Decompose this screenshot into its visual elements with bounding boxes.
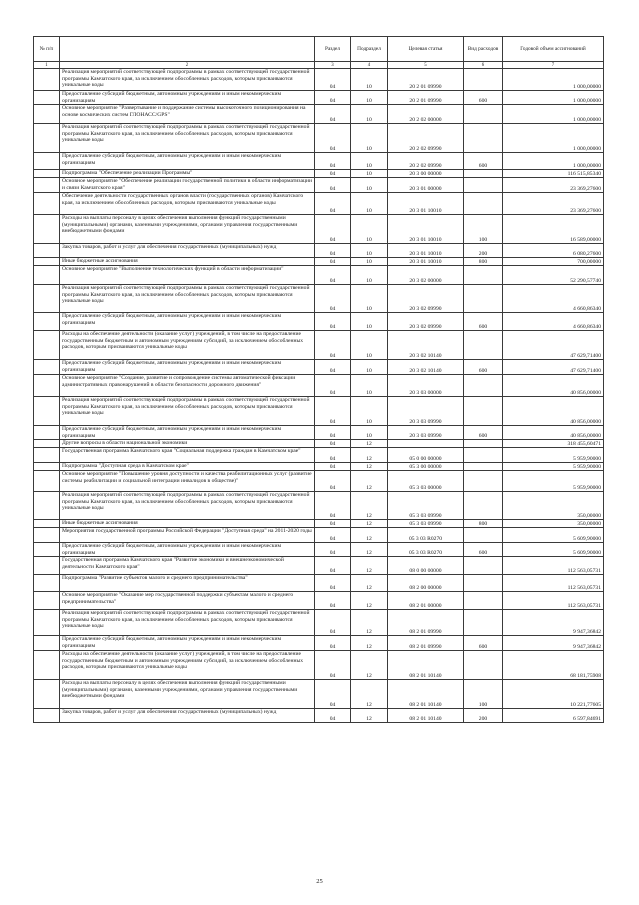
row-subsection-cell: 12 bbox=[351, 471, 388, 492]
row-section-cell: 04 bbox=[315, 193, 351, 215]
row-name-cell: Расходы на выплаты персоналу в целях обеспечения выполнения функций государственными (муниципальными) органами, казенными учреждениями, органами управления государственными внебюджетными фондами bbox=[60, 215, 315, 244]
row-name-cell: Предоставление субсидий бюджетным, автономным учреждениям и иным некоммерческим организациям bbox=[60, 636, 315, 651]
row-name-cell: Иные бюджетные ассигнования bbox=[60, 258, 315, 266]
row-expense-cell bbox=[464, 178, 503, 193]
row-subsection-cell: 10 bbox=[351, 426, 388, 440]
column-number-row bbox=[34, 62, 604, 69]
row-number-cell bbox=[34, 193, 60, 215]
row-number-cell bbox=[34, 636, 60, 651]
row-name-cell: Расходы на обеспечение деятельности (оказание услуг) учреждений, в том числе на предоставление государственным бюджетным и автономным учреждениям субсидий, за исключением обособленных расходов, которым присваиваются уникальные коды bbox=[60, 331, 315, 360]
row-subsection-cell: 12 bbox=[351, 448, 388, 463]
row-section-cell: 04 bbox=[315, 592, 351, 610]
row-expense-cell bbox=[464, 448, 503, 463]
row-subsection-cell: 10 bbox=[351, 285, 388, 313]
row-name-cell: Предоставление субсидий бюджетным, автономным учреждениям и иным некоммерческим организациям bbox=[60, 153, 315, 170]
row-subsection-cell: 10 bbox=[351, 244, 388, 258]
row-expense-cell bbox=[464, 331, 503, 360]
row-subsection-cell: 12 bbox=[351, 528, 388, 543]
row-expense-cell: 600 bbox=[464, 91, 503, 105]
row-amount-cell: 10 221,77605 bbox=[503, 680, 604, 709]
row-subsection-cell: 10 bbox=[351, 375, 388, 397]
row-expense-cell bbox=[464, 492, 503, 520]
row-section-cell: 04 bbox=[315, 360, 351, 375]
row-target-cell: 20 3 02 10140 bbox=[388, 331, 464, 360]
row-name-cell: Реализация мероприятий соответствующей подпрограммы в рамках соответствующей государственной программы Камчатского края, за исключением обособленных расходов, которым присваиваются уникальные коды bbox=[60, 69, 315, 91]
row-amount-cell: 350,00000 bbox=[503, 520, 604, 528]
row-section-cell: 04 bbox=[315, 331, 351, 360]
row-number-cell bbox=[34, 520, 60, 528]
row-target-cell: 08 2 01 00000 bbox=[388, 592, 464, 610]
row-amount-cell: 23 369,27600 bbox=[503, 193, 604, 215]
row-amount-cell: 47 629,71400 bbox=[503, 360, 604, 375]
row-target-cell: 08 2 01 09990 bbox=[388, 610, 464, 636]
row-name-cell: Основное мероприятие "Развертывание и поддержание системы высокоточного позиционирования на основе космических систем ГЛОНАСС/GPS" bbox=[60, 105, 315, 124]
table-row bbox=[34, 592, 604, 610]
row-section-cell: 04 bbox=[315, 440, 351, 448]
row-name-cell: Предоставление субсидий бюджетным, автономным учреждениям и иным некоммерческим организациям bbox=[60, 426, 315, 440]
row-expense-cell: 100 bbox=[464, 680, 503, 709]
row-amount-cell: 112 563,05731 bbox=[503, 557, 604, 575]
row-expense-cell bbox=[464, 397, 503, 426]
row-amount-cell: 4 660,86340 bbox=[503, 313, 604, 331]
row-name-cell: Реализация мероприятий соответствующей подпрограммы в рамках соответствующей государственной программы Камчатского края, за исключением обособленных расходов, которым присваиваются уникальные коды bbox=[60, 397, 315, 426]
row-section-cell: 04 bbox=[315, 313, 351, 331]
row-name-cell: Расходы на выплаты персоналу в целях обеспечения выполнения функций государственными (муниципальными) органами, казенными учреждениями, органами управления государственными внебюджетными фондами bbox=[60, 680, 315, 709]
row-number-cell bbox=[34, 153, 60, 170]
row-amount-cell: 1 000,00000 bbox=[503, 105, 604, 124]
row-section-cell: 04 bbox=[315, 543, 351, 557]
table-row bbox=[34, 153, 604, 170]
row-name-cell: Подпрограмма "Обеспечение реализации Программы" bbox=[60, 170, 315, 178]
table-row bbox=[34, 215, 604, 244]
row-name-cell: Основное мероприятие "Выполнение технологических функций в области информатизации" bbox=[60, 266, 315, 285]
row-name-cell: Реализация мероприятий соответствующей подпрограммы в рамках соответствующей государственной программы Камчатского края, за исключением обособленных расходов, которым присваиваются уникальные коды bbox=[60, 124, 315, 153]
row-section-cell: 04 bbox=[315, 448, 351, 463]
row-target-cell: 20 3 03 09990 bbox=[388, 397, 464, 426]
row-expense-cell bbox=[464, 170, 503, 178]
row-section-cell: 04 bbox=[315, 520, 351, 528]
row-expense-cell: 800 bbox=[464, 258, 503, 266]
row-number-cell bbox=[34, 528, 60, 543]
row-number-cell bbox=[34, 313, 60, 331]
row-target-cell: 20 3 00 00000 bbox=[388, 170, 464, 178]
table-row bbox=[34, 448, 604, 463]
row-section-cell: 04 bbox=[315, 266, 351, 285]
row-amount-cell: 5 609,90000 bbox=[503, 528, 604, 543]
row-target-cell: 20 2 02 09990 bbox=[388, 153, 464, 170]
row-subsection-cell: 10 bbox=[351, 258, 388, 266]
row-amount-cell: 318 455,60471 bbox=[503, 440, 604, 448]
row-name-cell: Предоставление субсидий бюджетным, автономным учреждениям и иным некоммерческим организациям bbox=[60, 360, 315, 375]
row-number-cell bbox=[34, 285, 60, 313]
row-section-cell: 04 bbox=[315, 69, 351, 91]
row-subsection-cell: 12 bbox=[351, 440, 388, 448]
row-section-cell: 04 bbox=[315, 680, 351, 709]
row-name-cell: Основное мероприятие "Повышение уровня доступности и качества реабилитационных услуг (развитие системы реабилитации и социальной интеграции инвалидов в обществе)" bbox=[60, 471, 315, 492]
row-name-cell: Мероприятия государственной программы Российской Федерации "Доступная среда" на 2011-2020 годы bbox=[60, 528, 315, 543]
row-target-cell: 08 2 00 00000 bbox=[388, 575, 464, 592]
row-amount-cell: 4 660,86340 bbox=[503, 285, 604, 313]
row-expense-cell bbox=[464, 557, 503, 575]
row-name-cell: Закупка товаров, работ и услуг для обеспечения государственных (муниципальных) нужд bbox=[60, 244, 315, 258]
row-name-cell: Реализация мероприятий соответствующей подпрограммы в рамках соответствующей государственной программы Камчатского края, за исключением обособленных расходов, которым присваиваются уникальные коды bbox=[60, 610, 315, 636]
row-section-cell: 04 bbox=[315, 575, 351, 592]
row-subsection-cell: 12 bbox=[351, 651, 388, 680]
row-target-cell: 08 0 00 00000 bbox=[388, 557, 464, 575]
table-row bbox=[34, 69, 604, 91]
row-amount-cell: 68 181,75908 bbox=[503, 651, 604, 680]
row-section-cell: 04 bbox=[315, 463, 351, 471]
row-amount-cell: 5 959,90000 bbox=[503, 448, 604, 463]
row-number-cell bbox=[34, 69, 60, 91]
table-row bbox=[34, 492, 604, 520]
row-expense-cell bbox=[464, 285, 503, 313]
table-row bbox=[34, 463, 604, 471]
row-subsection-cell: 12 bbox=[351, 557, 388, 575]
budget-table bbox=[33, 36, 604, 723]
table-row bbox=[34, 680, 604, 709]
table-row bbox=[34, 440, 604, 448]
row-expense-cell bbox=[464, 651, 503, 680]
column-number: 3 bbox=[315, 62, 351, 69]
header-num: № п/п bbox=[34, 37, 60, 62]
row-amount-cell: 700,00000 bbox=[503, 258, 604, 266]
row-section-cell: 04 bbox=[315, 105, 351, 124]
row-name-cell: Иные бюджетные ассигнования bbox=[60, 520, 315, 528]
row-amount-cell: 5 959,90000 bbox=[503, 463, 604, 471]
row-amount-cell: 23 369,27600 bbox=[503, 178, 604, 193]
row-number-cell bbox=[34, 709, 60, 723]
row-number-cell bbox=[34, 375, 60, 397]
row-amount-cell: 16 589,00000 bbox=[503, 215, 604, 244]
row-section-cell: 04 bbox=[315, 258, 351, 266]
row-target-cell: 20 3 02 09990 bbox=[388, 313, 464, 331]
row-section-cell: 04 bbox=[315, 153, 351, 170]
table-row bbox=[34, 520, 604, 528]
row-section-cell: 04 bbox=[315, 528, 351, 543]
header-amount: Годовой объем ассигнований bbox=[503, 37, 604, 62]
row-target-cell: 20 3 02 09990 bbox=[388, 285, 464, 313]
row-target-cell: 08 2 01 09990 bbox=[388, 636, 464, 651]
row-number-cell bbox=[34, 105, 60, 124]
row-expense-cell: 600 bbox=[464, 153, 503, 170]
row-section-cell: 04 bbox=[315, 397, 351, 426]
row-amount-cell: 9 947,36842 bbox=[503, 610, 604, 636]
row-number-cell bbox=[34, 651, 60, 680]
row-amount-cell: 52 290,57740 bbox=[503, 266, 604, 285]
row-number-cell bbox=[34, 448, 60, 463]
row-target-cell: 20 3 01 10010 bbox=[388, 215, 464, 244]
row-amount-cell: 112 563,05731 bbox=[503, 592, 604, 610]
row-section-cell: 04 bbox=[315, 244, 351, 258]
row-target-cell: 20 3 01 10010 bbox=[388, 193, 464, 215]
header-name bbox=[60, 37, 315, 62]
row-subsection-cell: 10 bbox=[351, 69, 388, 91]
row-expense-cell bbox=[464, 266, 503, 285]
row-expense-cell: 100 bbox=[464, 215, 503, 244]
row-amount-cell: 112 563,05731 bbox=[503, 575, 604, 592]
row-amount-cell: 40 856,00000 bbox=[503, 426, 604, 440]
row-name-cell: Основное мероприятие "Оказание мер государственной поддержки субъектам малого и среднего предпринимательства" bbox=[60, 592, 315, 610]
table-row bbox=[34, 258, 604, 266]
table-row bbox=[34, 528, 604, 543]
row-amount-cell: 6 597,84691 bbox=[503, 709, 604, 723]
column-number: 5 bbox=[388, 62, 464, 69]
row-section-cell: 04 bbox=[315, 557, 351, 575]
row-number-cell bbox=[34, 463, 60, 471]
row-subsection-cell: 10 bbox=[351, 266, 388, 285]
row-section-cell: 04 bbox=[315, 170, 351, 178]
row-target-cell: 05 0 00 00000 bbox=[388, 448, 464, 463]
row-name-cell: Подпрограмма "Доступная среда в Камчатском крае" bbox=[60, 463, 315, 471]
row-amount-cell: 350,00000 bbox=[503, 492, 604, 520]
row-expense-cell: 600 bbox=[464, 543, 503, 557]
row-amount-cell: 47 629,71400 bbox=[503, 331, 604, 360]
table-row bbox=[34, 244, 604, 258]
row-expense-cell bbox=[464, 528, 503, 543]
row-section-cell: 04 bbox=[315, 124, 351, 153]
row-name-cell: Предоставление субсидий бюджетным, автономным учреждениям и иным некоммерческим организациям bbox=[60, 91, 315, 105]
row-subsection-cell: 12 bbox=[351, 709, 388, 723]
row-target-cell: 08 2 01 10140 bbox=[388, 680, 464, 709]
header-target: Целевая статья bbox=[388, 37, 464, 62]
row-number-cell bbox=[34, 244, 60, 258]
table-row bbox=[34, 375, 604, 397]
row-number-cell bbox=[34, 426, 60, 440]
row-expense-cell bbox=[464, 193, 503, 215]
row-section-cell: 04 bbox=[315, 471, 351, 492]
row-amount-cell: 9 947,36842 bbox=[503, 636, 604, 651]
row-subsection-cell: 10 bbox=[351, 331, 388, 360]
header-section: Раздел bbox=[315, 37, 351, 62]
row-target-cell: 20 3 02 10140 bbox=[388, 360, 464, 375]
row-amount-cell: 1 000,00000 bbox=[503, 91, 604, 105]
table-row bbox=[34, 557, 604, 575]
table-row bbox=[34, 543, 604, 557]
row-section-cell: 04 bbox=[315, 492, 351, 520]
row-number-cell bbox=[34, 440, 60, 448]
row-number-cell bbox=[34, 91, 60, 105]
table-row bbox=[34, 575, 604, 592]
row-name-cell: Расходы на обеспечение деятельности (оказание услуг) учреждений, в том числе на предоставление государственным бюджетным и автономным учреждениям субсидий, за исключением обособленных расходов, которым присваиваются уникальные коды bbox=[60, 651, 315, 680]
row-subsection-cell: 10 bbox=[351, 313, 388, 331]
row-subsection-cell: 12 bbox=[351, 575, 388, 592]
row-expense-cell bbox=[464, 610, 503, 636]
table-row bbox=[34, 636, 604, 651]
row-number-cell bbox=[34, 178, 60, 193]
row-number-cell bbox=[34, 258, 60, 266]
row-subsection-cell: 12 bbox=[351, 543, 388, 557]
row-subsection-cell: 12 bbox=[351, 463, 388, 471]
row-target-cell: 05 3 03 09990 bbox=[388, 492, 464, 520]
row-target-cell: 05 3 03 00000 bbox=[388, 471, 464, 492]
row-expense-cell bbox=[464, 375, 503, 397]
row-expense-cell: 800 bbox=[464, 520, 503, 528]
row-name-cell: Предоставление субсидий бюджетным, автономным учреждениям и иным некоммерческим организациям bbox=[60, 313, 315, 331]
row-number-cell bbox=[34, 543, 60, 557]
row-target-cell: 20 2 02 00000 bbox=[388, 105, 464, 124]
row-number-cell bbox=[34, 575, 60, 592]
row-expense-cell bbox=[464, 592, 503, 610]
row-section-cell: 04 bbox=[315, 709, 351, 723]
column-number: 1 bbox=[34, 62, 60, 69]
row-subsection-cell: 10 bbox=[351, 215, 388, 244]
column-number: 7 bbox=[503, 62, 604, 69]
row-amount-cell: 1 000,00000 bbox=[503, 153, 604, 170]
row-target-cell: 05 3 00 00000 bbox=[388, 463, 464, 471]
row-number-cell bbox=[34, 492, 60, 520]
row-expense-cell: 200 bbox=[464, 244, 503, 258]
row-subsection-cell: 10 bbox=[351, 153, 388, 170]
row-section-cell: 04 bbox=[315, 285, 351, 313]
row-target-cell: 20 2 01 09990 bbox=[388, 91, 464, 105]
row-subsection-cell: 12 bbox=[351, 680, 388, 709]
row-name-cell: Подпрограмма "Развитие субъектов малого и среднего предпринимательства" bbox=[60, 575, 315, 592]
row-number-cell bbox=[34, 266, 60, 285]
row-expense-cell: 600 bbox=[464, 636, 503, 651]
table-row bbox=[34, 397, 604, 426]
row-number-cell bbox=[34, 397, 60, 426]
page-number: 25 bbox=[316, 878, 323, 885]
row-target-cell: 20 3 01 10010 bbox=[388, 258, 464, 266]
table-row bbox=[34, 170, 604, 178]
row-amount-cell: 40 856,00000 bbox=[503, 375, 604, 397]
row-name-cell: Обеспечение деятельности государственных органов власти (государственных органов) Камчатского края, за исключением обособленных расходов, которым присваиваются уникальные коды bbox=[60, 193, 315, 215]
row-section-cell: 04 bbox=[315, 426, 351, 440]
row-target-cell: 08 2 01 10140 bbox=[388, 709, 464, 723]
header-expense: Вид расходов bbox=[464, 37, 503, 62]
row-expense-cell bbox=[464, 124, 503, 153]
row-subsection-cell: 12 bbox=[351, 520, 388, 528]
table-row bbox=[34, 426, 604, 440]
row-target-cell: 20 3 03 09990 bbox=[388, 426, 464, 440]
row-name-cell: Реализация мероприятий соответствующей подпрограммы в рамках соответствующей государственной программы Камчатского края, за исключением обособленных расходов, которым присваиваются уникальные коды bbox=[60, 492, 315, 520]
column-number: 2 bbox=[60, 62, 315, 69]
row-expense-cell: 600 bbox=[464, 313, 503, 331]
table-body bbox=[34, 69, 604, 723]
row-target-cell: 20 2 02 09990 bbox=[388, 124, 464, 153]
row-subsection-cell: 10 bbox=[351, 360, 388, 375]
row-expense-cell bbox=[464, 471, 503, 492]
row-section-cell: 04 bbox=[315, 91, 351, 105]
row-subsection-cell: 10 bbox=[351, 178, 388, 193]
row-number-cell bbox=[34, 610, 60, 636]
row-subsection-cell: 10 bbox=[351, 124, 388, 153]
row-number-cell bbox=[34, 124, 60, 153]
row-number-cell bbox=[34, 557, 60, 575]
table-row bbox=[34, 313, 604, 331]
row-expense-cell: 600 bbox=[464, 426, 503, 440]
row-expense-cell bbox=[464, 463, 503, 471]
row-amount-cell: 116 515,85340 bbox=[503, 170, 604, 178]
row-expense-cell: 200 bbox=[464, 709, 503, 723]
row-amount-cell: 1 000,00000 bbox=[503, 69, 604, 91]
table-row bbox=[34, 285, 604, 313]
table-row bbox=[34, 105, 604, 124]
row-subsection-cell: 10 bbox=[351, 105, 388, 124]
row-number-cell bbox=[34, 170, 60, 178]
row-section-cell: 04 bbox=[315, 215, 351, 244]
row-target-cell: 05 3 03 R0270 bbox=[388, 543, 464, 557]
row-subsection-cell: 10 bbox=[351, 193, 388, 215]
row-number-cell bbox=[34, 680, 60, 709]
table-row bbox=[34, 709, 604, 723]
row-expense-cell bbox=[464, 575, 503, 592]
row-name-cell: Основное мероприятие "Обеспечение реализации государственной политики в области информатизации и связи Камчатского края" bbox=[60, 178, 315, 193]
row-section-cell: 04 bbox=[315, 651, 351, 680]
row-subsection-cell: 12 bbox=[351, 636, 388, 651]
table-row bbox=[34, 360, 604, 375]
row-target-cell: 20 3 01 00000 bbox=[388, 178, 464, 193]
row-name-cell: Предоставление субсидий бюджетным, автономным учреждениям и иным некоммерческим организациям bbox=[60, 543, 315, 557]
row-target-cell: 20 3 03 00000 bbox=[388, 375, 464, 397]
row-expense-cell: 600 bbox=[464, 360, 503, 375]
row-section-cell: 04 bbox=[315, 610, 351, 636]
row-target-cell: 20 3 02 00000 bbox=[388, 266, 464, 285]
row-number-cell bbox=[34, 215, 60, 244]
column-number: 4 bbox=[351, 62, 388, 69]
row-subsection-cell: 12 bbox=[351, 492, 388, 520]
row-target-cell bbox=[388, 440, 464, 448]
row-name-cell: Государственная программа Камчатского края "Социальная поддержка граждан в Камчатском крае" bbox=[60, 448, 315, 463]
row-subsection-cell: 10 bbox=[351, 397, 388, 426]
row-expense-cell bbox=[464, 440, 503, 448]
row-number-cell bbox=[34, 331, 60, 360]
row-amount-cell: 5 609,90000 bbox=[503, 543, 604, 557]
row-name-cell: Реализация мероприятий соответствующей подпрограммы в рамках соответствующей государственной программы Камчатского края, за исключением обособленных расходов, которым присваиваются уникальные коды bbox=[60, 285, 315, 313]
table-row bbox=[34, 124, 604, 153]
row-subsection-cell: 12 bbox=[351, 610, 388, 636]
row-target-cell: 20 2 01 09990 bbox=[388, 69, 464, 91]
row-subsection-cell: 10 bbox=[351, 91, 388, 105]
row-amount-cell: 40 856,00000 bbox=[503, 397, 604, 426]
row-amount-cell: 6 080,27600 bbox=[503, 244, 604, 258]
row-subsection-cell: 10 bbox=[351, 170, 388, 178]
row-expense-cell bbox=[464, 105, 503, 124]
row-section-cell: 04 bbox=[315, 636, 351, 651]
row-target-cell: 05 3 03 09990 bbox=[388, 520, 464, 528]
table-row bbox=[34, 178, 604, 193]
row-name-cell: Государственная программа Камчатского края "Развитие экономики и внешнеэкономической деятельности Камчатского края" bbox=[60, 557, 315, 575]
table-row bbox=[34, 331, 604, 360]
row-target-cell: 08 2 01 10140 bbox=[388, 651, 464, 680]
row-number-cell bbox=[34, 360, 60, 375]
row-name-cell: Другие вопросы в области национальной экономики bbox=[60, 440, 315, 448]
table-row bbox=[34, 610, 604, 636]
row-expense-cell bbox=[464, 69, 503, 91]
row-subsection-cell: 12 bbox=[351, 592, 388, 610]
table-row bbox=[34, 471, 604, 492]
table-header-row bbox=[34, 37, 604, 62]
row-name-cell: Основное мероприятие "Создание, развитие и сопровождение системы автоматической фиксации административных правонарушений в области безопасности дорожного движения" bbox=[60, 375, 315, 397]
row-amount-cell: 1 000,00000 bbox=[503, 124, 604, 153]
table-row bbox=[34, 651, 604, 680]
row-number-cell bbox=[34, 592, 60, 610]
table-row bbox=[34, 193, 604, 215]
row-target-cell: 20 3 01 10010 bbox=[388, 244, 464, 258]
row-target-cell: 05 3 03 R0270 bbox=[388, 528, 464, 543]
row-section-cell: 04 bbox=[315, 375, 351, 397]
row-amount-cell: 5 959,90000 bbox=[503, 471, 604, 492]
header-subsection: Подраздел bbox=[351, 37, 388, 62]
table-row bbox=[34, 266, 604, 285]
row-name-cell: Закупка товаров, работ и услуг для обеспечения государственных (муниципальных) нужд bbox=[60, 709, 315, 723]
row-section-cell: 04 bbox=[315, 178, 351, 193]
row-number-cell bbox=[34, 471, 60, 492]
table-row bbox=[34, 91, 604, 105]
column-number: 6 bbox=[464, 62, 503, 69]
